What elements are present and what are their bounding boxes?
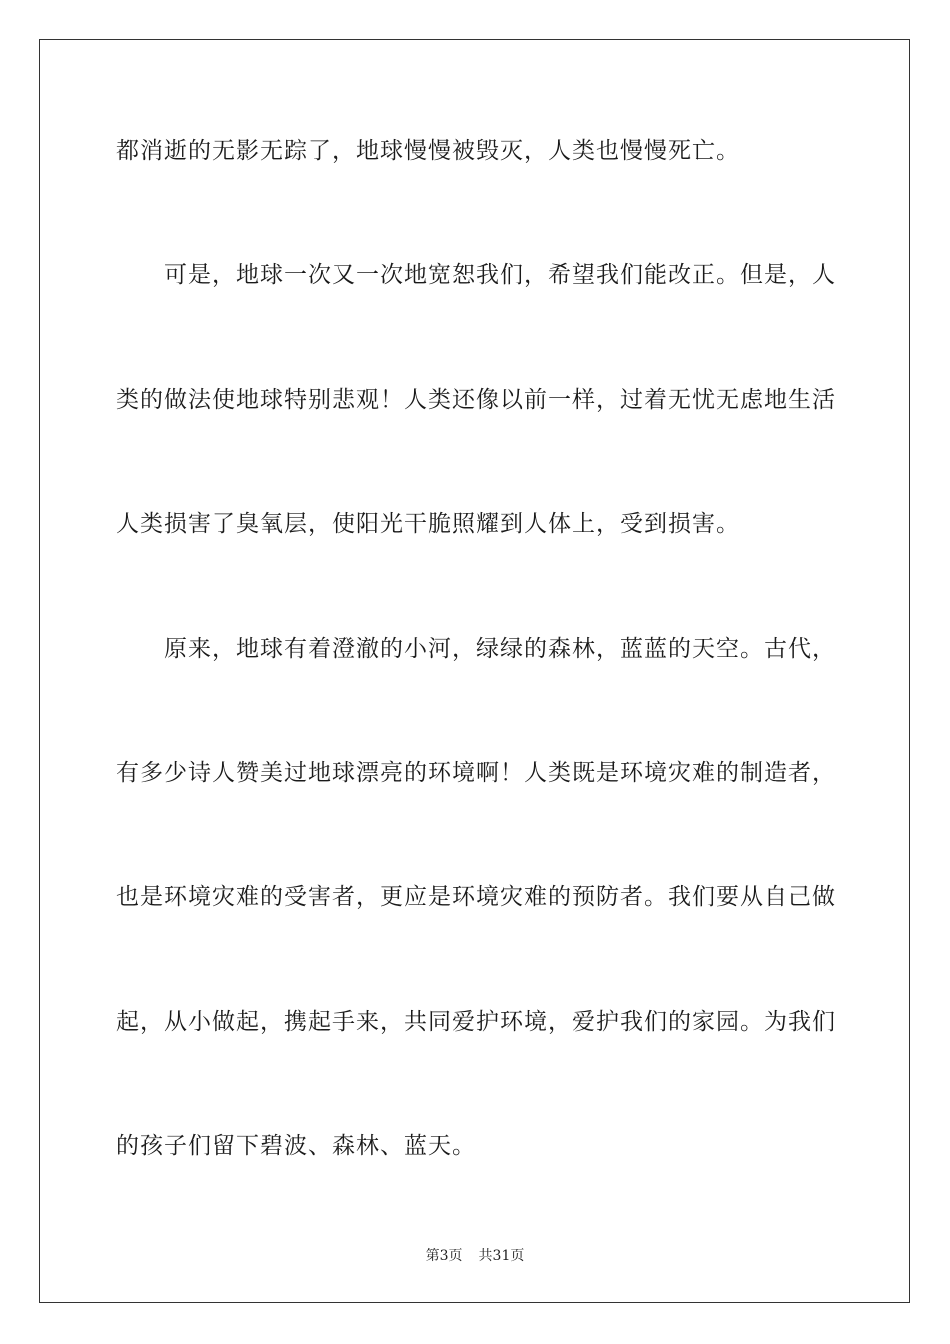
text-line-8: 起，从小做起，携起手来，共同爱护环境，爱护我们的家园。为我们 xyxy=(116,1009,836,1035)
page-number: 第3页 xyxy=(425,1248,463,1264)
total-pages: 共31页 xyxy=(478,1248,525,1264)
text-line-3: 类的做法使地球特别悲观！人类还像以前一样，过着无忧无虑地生活 xyxy=(116,387,836,413)
text-line-5: 原来，地球有着澄澈的小河，绿绿的森林，蓝蓝的天空。古代， xyxy=(164,636,836,662)
text-line-2: 可是，地球一次又一次地宽恕我们，希望我们能改正。但是，人 xyxy=(164,262,836,288)
text-line-7: 也是环境灾难的受害者，更应是环境灾难的预防者。我们要从自己做 xyxy=(116,884,836,910)
text-line-9: 的孩子们留下碧波、森林、蓝天。 xyxy=(116,1133,476,1159)
page-footer xyxy=(0,1247,950,1265)
text-line-6: 有多少诗人赞美过地球漂亮的环境啊！人类既是环境灾难的制造者， xyxy=(116,760,836,786)
page-border xyxy=(39,39,910,1303)
text-line-4: 人类损害了臭氧层，使阳光干脆照耀到人体上，受到损害。 xyxy=(116,511,740,537)
text-line-1: 都消逝的无影无踪了，地球慢慢被毁灭，人类也慢慢死亡。 xyxy=(116,138,740,164)
